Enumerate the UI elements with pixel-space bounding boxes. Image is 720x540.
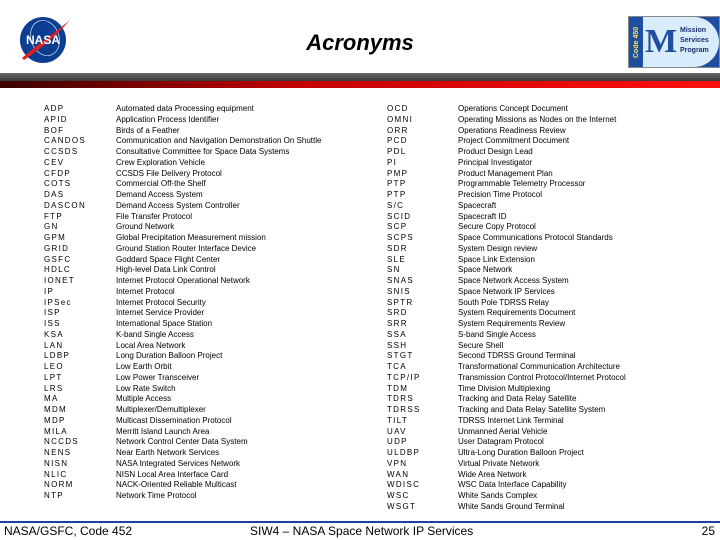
acronym-definition: CCSDS File Delivery Protocol bbox=[116, 168, 222, 178]
acronym: FTP bbox=[44, 211, 64, 221]
acronym-definition: Demand Access System Controller bbox=[116, 200, 240, 210]
acronym: COTS bbox=[44, 179, 72, 189]
acronym-definition: Demand Access System bbox=[116, 190, 203, 199]
logo-line: Program bbox=[680, 47, 709, 54]
footer-org: NASA/GSFC, Code 452 bbox=[4, 524, 133, 538]
acronym-row bbox=[44, 319, 344, 330]
acronym-row bbox=[44, 244, 344, 255]
acronym-definition: Operating Missions as Nodes on the Internet bbox=[458, 114, 617, 124]
acronym-definition: Communication and Navigation Demonstration On Shuttle bbox=[116, 136, 322, 146]
logo-line: Mission bbox=[680, 27, 707, 34]
acronym-row bbox=[44, 427, 344, 438]
acronym-list-left bbox=[44, 104, 344, 502]
acronym: MILA bbox=[44, 426, 68, 436]
acronym: MDM bbox=[44, 405, 68, 414]
footer-divider bbox=[0, 521, 720, 523]
acronym-row bbox=[44, 394, 344, 405]
acronym-row bbox=[387, 308, 687, 319]
acronym: PTP bbox=[387, 179, 407, 189]
acronym: NLIC bbox=[44, 469, 68, 479]
acronym: DASCON bbox=[44, 200, 87, 210]
acronym-definition: Ultra-Long Duration Balloon Project bbox=[458, 448, 584, 457]
acronym: SSH bbox=[387, 340, 408, 350]
acronym-definition: Programmable Telemetry Processor bbox=[458, 179, 586, 189]
acronym-definition: Transmission Control Protocol/Internet Protocol bbox=[458, 372, 626, 382]
acronym: IONET bbox=[44, 276, 75, 285]
acronym-definition: Multicast Dissemination Protocol bbox=[116, 415, 232, 425]
acronym: MA bbox=[44, 394, 59, 404]
acronym: OCD bbox=[387, 104, 409, 113]
acronym-row bbox=[44, 491, 344, 502]
acronym-row bbox=[44, 416, 344, 427]
acronym-definition: Project Commitment Document bbox=[458, 136, 570, 146]
acronym-definition: Wide Area Network bbox=[458, 469, 527, 479]
acronym-definition: Unmanned Aerial Vehicle bbox=[458, 426, 548, 436]
acronym-definition: White Sands Ground Terminal bbox=[458, 501, 565, 511]
acronym-definition: TDRSS Internet Link Terminal bbox=[458, 415, 564, 425]
acronym-definition: Time Division Multiplexing bbox=[458, 383, 551, 393]
mission-services-program-logo bbox=[628, 16, 720, 68]
acronym: NTP bbox=[44, 491, 64, 500]
acronym: VPN bbox=[387, 458, 408, 468]
acronym-row bbox=[387, 244, 687, 255]
acronym: ULDBP bbox=[387, 448, 421, 457]
acronym: SCID bbox=[387, 211, 412, 221]
acronym: SRD bbox=[387, 308, 408, 318]
acronym-row bbox=[387, 502, 687, 513]
acronym-definition: Spacecraft bbox=[458, 200, 497, 210]
acronym: NCCDS bbox=[44, 437, 79, 447]
acronym-row bbox=[387, 491, 687, 502]
acronym-definition: Space Communications Protocol Standards bbox=[458, 233, 613, 242]
acronym: GRID bbox=[44, 243, 70, 253]
acronym-row bbox=[387, 384, 687, 395]
acronym-row bbox=[387, 405, 687, 416]
acronym-definition: NACK-Oriented Reliable Multicast bbox=[116, 480, 237, 490]
acronym: WDISC bbox=[387, 480, 421, 490]
acronym: GSFC bbox=[44, 254, 72, 264]
acronym: SNIS bbox=[387, 286, 411, 296]
acronym: SSA bbox=[387, 329, 407, 339]
acronym-definition: User Datagram Protocol bbox=[458, 437, 544, 447]
acronym-definition: Space Network IP Services bbox=[458, 286, 555, 296]
acronym-row bbox=[387, 255, 687, 266]
acronym-row bbox=[387, 351, 687, 362]
acronym-definition: Ground Network bbox=[116, 222, 175, 232]
acronym: SCPS bbox=[387, 233, 414, 242]
acronym-row bbox=[44, 147, 344, 158]
acronym-row bbox=[387, 212, 687, 223]
acronym: ORR bbox=[387, 125, 409, 135]
acronym-row bbox=[44, 222, 344, 233]
svg-text:NASA: NASA bbox=[25, 33, 61, 47]
acronym-row bbox=[44, 169, 344, 180]
acronym-definition: Space Link Extension bbox=[458, 254, 535, 264]
acronym: GN bbox=[44, 222, 59, 232]
acronym-definition: K-band Single Access bbox=[116, 329, 194, 339]
acronym-definition: Multiplexer/Demultiplexer bbox=[116, 405, 206, 414]
acronym: IPSec bbox=[44, 297, 72, 307]
acronym-definition: Tracking and Data Relay Satellite bbox=[458, 394, 577, 404]
acronym: IP bbox=[44, 286, 55, 296]
acronym-definition: Consultative Committee for Space Data Systems bbox=[116, 147, 290, 156]
acronym-definition: System Design review bbox=[458, 243, 538, 253]
acronym: LDBP bbox=[44, 351, 71, 361]
acronym: SRR bbox=[387, 319, 408, 328]
acronym: S/C bbox=[387, 200, 405, 210]
acronym-row bbox=[44, 459, 344, 470]
acronym-definition: Network Time Protocol bbox=[116, 491, 197, 500]
acronym-definition: Internet Protocol Security bbox=[116, 297, 206, 307]
acronym-definition: Secure Shell bbox=[458, 340, 504, 350]
acronym: WAN bbox=[387, 469, 410, 479]
acronym-definition: Second TDRSS Ground Terminal bbox=[458, 351, 576, 361]
acronym-definition: Internet Service Provider bbox=[116, 308, 205, 318]
acronym: LEO bbox=[44, 362, 64, 371]
acronym: SDR bbox=[387, 243, 408, 253]
acronym-row bbox=[44, 276, 344, 287]
acronym-row bbox=[387, 147, 687, 158]
acronym: PMP bbox=[387, 168, 409, 178]
acronym-definition: Merritt Island Launch Area bbox=[116, 426, 210, 436]
acronym-definition: Low Power Transceiver bbox=[116, 372, 200, 382]
acronym: SN bbox=[387, 265, 401, 275]
acronym-row bbox=[387, 394, 687, 405]
acronym: CCSDS bbox=[44, 147, 79, 156]
acronym-row bbox=[387, 222, 687, 233]
acronym-definition: Tracking and Data Relay Satellite System bbox=[458, 405, 606, 414]
acronym: TCP/IP bbox=[387, 372, 421, 382]
acronym: SCP bbox=[387, 222, 408, 232]
acronym-row bbox=[44, 405, 344, 416]
acronym: UAV bbox=[387, 426, 407, 436]
page-title: Acronyms bbox=[306, 30, 414, 55]
acronym-row bbox=[387, 276, 687, 287]
acronym: TCA bbox=[387, 362, 407, 371]
acronym-row bbox=[44, 287, 344, 298]
acronym-row bbox=[44, 179, 344, 190]
acronym-definition: Operations Readiness Review bbox=[458, 125, 566, 135]
acronym: HDLC bbox=[44, 265, 71, 275]
acronym-definition: Application Process Identifier bbox=[116, 114, 220, 124]
acronym-row bbox=[44, 158, 344, 169]
acronym: STGT bbox=[387, 351, 414, 361]
acronym-definition: Precision Time Protocol bbox=[458, 190, 543, 199]
acronym: NORM bbox=[44, 480, 74, 490]
acronym: UDP bbox=[387, 437, 408, 447]
acronym-definition: Local Area Network bbox=[116, 340, 186, 350]
acronym-definition: NASA Integrated Services Network bbox=[116, 458, 241, 468]
acronym-definition: International Space Station bbox=[116, 319, 213, 328]
acronym-row bbox=[387, 341, 687, 352]
acronym: ADP bbox=[44, 104, 65, 113]
acronym: TILT bbox=[387, 415, 409, 425]
acronym: TDM bbox=[387, 383, 409, 393]
acronym-row bbox=[387, 319, 687, 330]
acronym: ISS bbox=[44, 319, 61, 328]
acronym: NISN bbox=[44, 458, 69, 468]
acronym-row bbox=[387, 169, 687, 180]
acronym-row bbox=[387, 104, 687, 115]
acronym-definition: Transformational Communication Architecture bbox=[458, 362, 620, 371]
footer-presentation-title: SIW4 – NASA Space Network IP Services bbox=[250, 524, 474, 538]
acronym-row bbox=[387, 190, 687, 201]
acronym-row bbox=[387, 126, 687, 137]
acronym-definition: South Pole TDRSS Relay bbox=[458, 297, 550, 307]
acronym-definition: Goddard Space Flight Center bbox=[116, 254, 221, 264]
acronym-definition: File Transfer Protocol bbox=[116, 211, 193, 221]
acronym: ISP bbox=[44, 308, 61, 318]
acronym: SNAS bbox=[387, 276, 414, 285]
logo-code: Code 450 bbox=[633, 26, 640, 58]
acronym-row bbox=[387, 362, 687, 373]
acronym: MDP bbox=[44, 415, 66, 425]
acronym: LPT bbox=[44, 372, 63, 382]
nasa-logo bbox=[18, 14, 72, 64]
acronym-row bbox=[387, 201, 687, 212]
acronym-row bbox=[387, 373, 687, 384]
acronym-definition: System Requirements Document bbox=[458, 308, 576, 318]
acronym-definition: Product Design Lead bbox=[458, 147, 533, 156]
acronym-row bbox=[387, 416, 687, 427]
acronym-row bbox=[44, 201, 344, 212]
acronym-definition: Principal Investigator bbox=[458, 157, 533, 167]
acronym-row bbox=[44, 470, 344, 481]
acronym-definition: White Sands Complex bbox=[458, 491, 538, 500]
acronym: SLE bbox=[387, 254, 407, 264]
acronym-definition: Ground Station Router Interface Device bbox=[116, 243, 257, 253]
acronym-row bbox=[387, 427, 687, 438]
acronym-row bbox=[387, 287, 687, 298]
acronym-definition: S-band Single Access bbox=[458, 329, 536, 339]
acronym-definition: Commercial Off-the Shelf bbox=[116, 179, 206, 189]
acronym: PDL bbox=[387, 147, 407, 156]
acronym-definition: Internet Protocol Operational Network bbox=[116, 276, 250, 285]
acronym: BOF bbox=[44, 125, 65, 135]
acronym: SPTR bbox=[387, 297, 414, 307]
acronym-row bbox=[44, 212, 344, 223]
acronym-definition: Spacecraft ID bbox=[458, 211, 507, 221]
acronym-definition: Operations Concept Document bbox=[458, 104, 568, 113]
acronym-row bbox=[387, 298, 687, 309]
acronym-row bbox=[387, 437, 687, 448]
acronym-definition: Birds of a Feather bbox=[116, 125, 180, 135]
acronym-row bbox=[387, 233, 687, 244]
acronym-definition: Secure Copy Protocol bbox=[458, 222, 536, 232]
acronym-row bbox=[387, 459, 687, 470]
header-divider-gray bbox=[0, 73, 720, 81]
acronym-definition: Network Control Center Data System bbox=[116, 437, 248, 447]
acronym-row bbox=[387, 265, 687, 276]
acronym-row bbox=[387, 115, 687, 126]
acronym-row bbox=[387, 448, 687, 459]
acronym: PCD bbox=[387, 136, 408, 146]
acronym-row bbox=[44, 373, 344, 384]
acronym-definition: Crew Exploration Vehicle bbox=[116, 157, 205, 167]
acronym-row bbox=[44, 330, 344, 341]
acronym: KSA bbox=[44, 329, 64, 339]
acronym-row bbox=[44, 341, 344, 352]
acronym: PI bbox=[387, 157, 398, 167]
acronym: GPM bbox=[44, 233, 67, 242]
acronym-row bbox=[44, 480, 344, 491]
acronym-list-right bbox=[387, 104, 687, 513]
acronym-definition: Low Earth Orbit bbox=[116, 362, 172, 371]
acronym-row bbox=[44, 298, 344, 309]
acronym-definition: Global Precipitation Measurement mission bbox=[116, 233, 266, 242]
acronym-row bbox=[44, 265, 344, 276]
acronym-row bbox=[44, 255, 344, 266]
acronym: NENS bbox=[44, 448, 72, 457]
acronym-row bbox=[387, 330, 687, 341]
acronym: WSGT bbox=[387, 501, 417, 511]
acronym-definition: Long Duration Balloon Project bbox=[116, 351, 223, 361]
acronym: PTP bbox=[387, 190, 407, 199]
acronym-row bbox=[44, 384, 344, 395]
acronym: WSC bbox=[387, 491, 410, 500]
acronym: LAN bbox=[44, 340, 64, 350]
acronym-row bbox=[44, 233, 344, 244]
acronym-row bbox=[44, 362, 344, 373]
acronym: CFDP bbox=[44, 168, 71, 178]
acronym-row bbox=[387, 480, 687, 491]
acronym-definition: System Requirements Review bbox=[458, 319, 566, 328]
acronym-row bbox=[44, 437, 344, 448]
acronym: CEV bbox=[44, 157, 65, 167]
acronym: DAS bbox=[44, 190, 65, 199]
acronym-definition: Near Earth Network Services bbox=[116, 448, 220, 457]
acronym: LRS bbox=[44, 383, 64, 393]
logo-line: Services bbox=[680, 37, 709, 44]
acronym-row bbox=[387, 179, 687, 190]
acronym-row bbox=[44, 136, 344, 147]
acronym-definition: Virtual Private Network bbox=[458, 458, 540, 468]
acronym-row bbox=[44, 308, 344, 319]
acronym-row bbox=[44, 190, 344, 201]
acronym-definition: Space Network Access System bbox=[458, 276, 569, 285]
acronym-row bbox=[44, 126, 344, 137]
acronym: TDRSS bbox=[387, 405, 421, 414]
acronym-row bbox=[387, 136, 687, 147]
acronym-definition: WSC Data Interface Capability bbox=[458, 480, 567, 490]
header-divider-red bbox=[0, 81, 720, 88]
acronym-row bbox=[387, 158, 687, 169]
acronym: APID bbox=[44, 114, 68, 124]
acronym-definition: Product Management Plan bbox=[458, 168, 553, 178]
acronym-row bbox=[387, 470, 687, 481]
acronym-definition: Low Rate Switch bbox=[116, 383, 176, 393]
acronym-definition: Space Network bbox=[458, 265, 513, 275]
acronym-row bbox=[44, 351, 344, 362]
logo-letter: M bbox=[645, 23, 677, 60]
acronym-row bbox=[44, 448, 344, 459]
acronym: TDRS bbox=[387, 394, 414, 404]
acronym-definition: NISN Local Area Interface Card bbox=[116, 469, 229, 479]
acronym: OMNI bbox=[387, 114, 414, 124]
acronym-definition: Automated data Processing equipment bbox=[116, 104, 254, 113]
acronym: CANDOS bbox=[44, 136, 87, 146]
acronym-definition: Multiple Access bbox=[116, 394, 172, 404]
acronym-definition: Internet Protocol bbox=[116, 286, 175, 296]
acronym-row bbox=[44, 115, 344, 126]
acronym-row bbox=[44, 104, 344, 115]
page-number: 25 bbox=[701, 524, 715, 538]
acronym-definition: High-level Data Link Control bbox=[116, 265, 216, 275]
